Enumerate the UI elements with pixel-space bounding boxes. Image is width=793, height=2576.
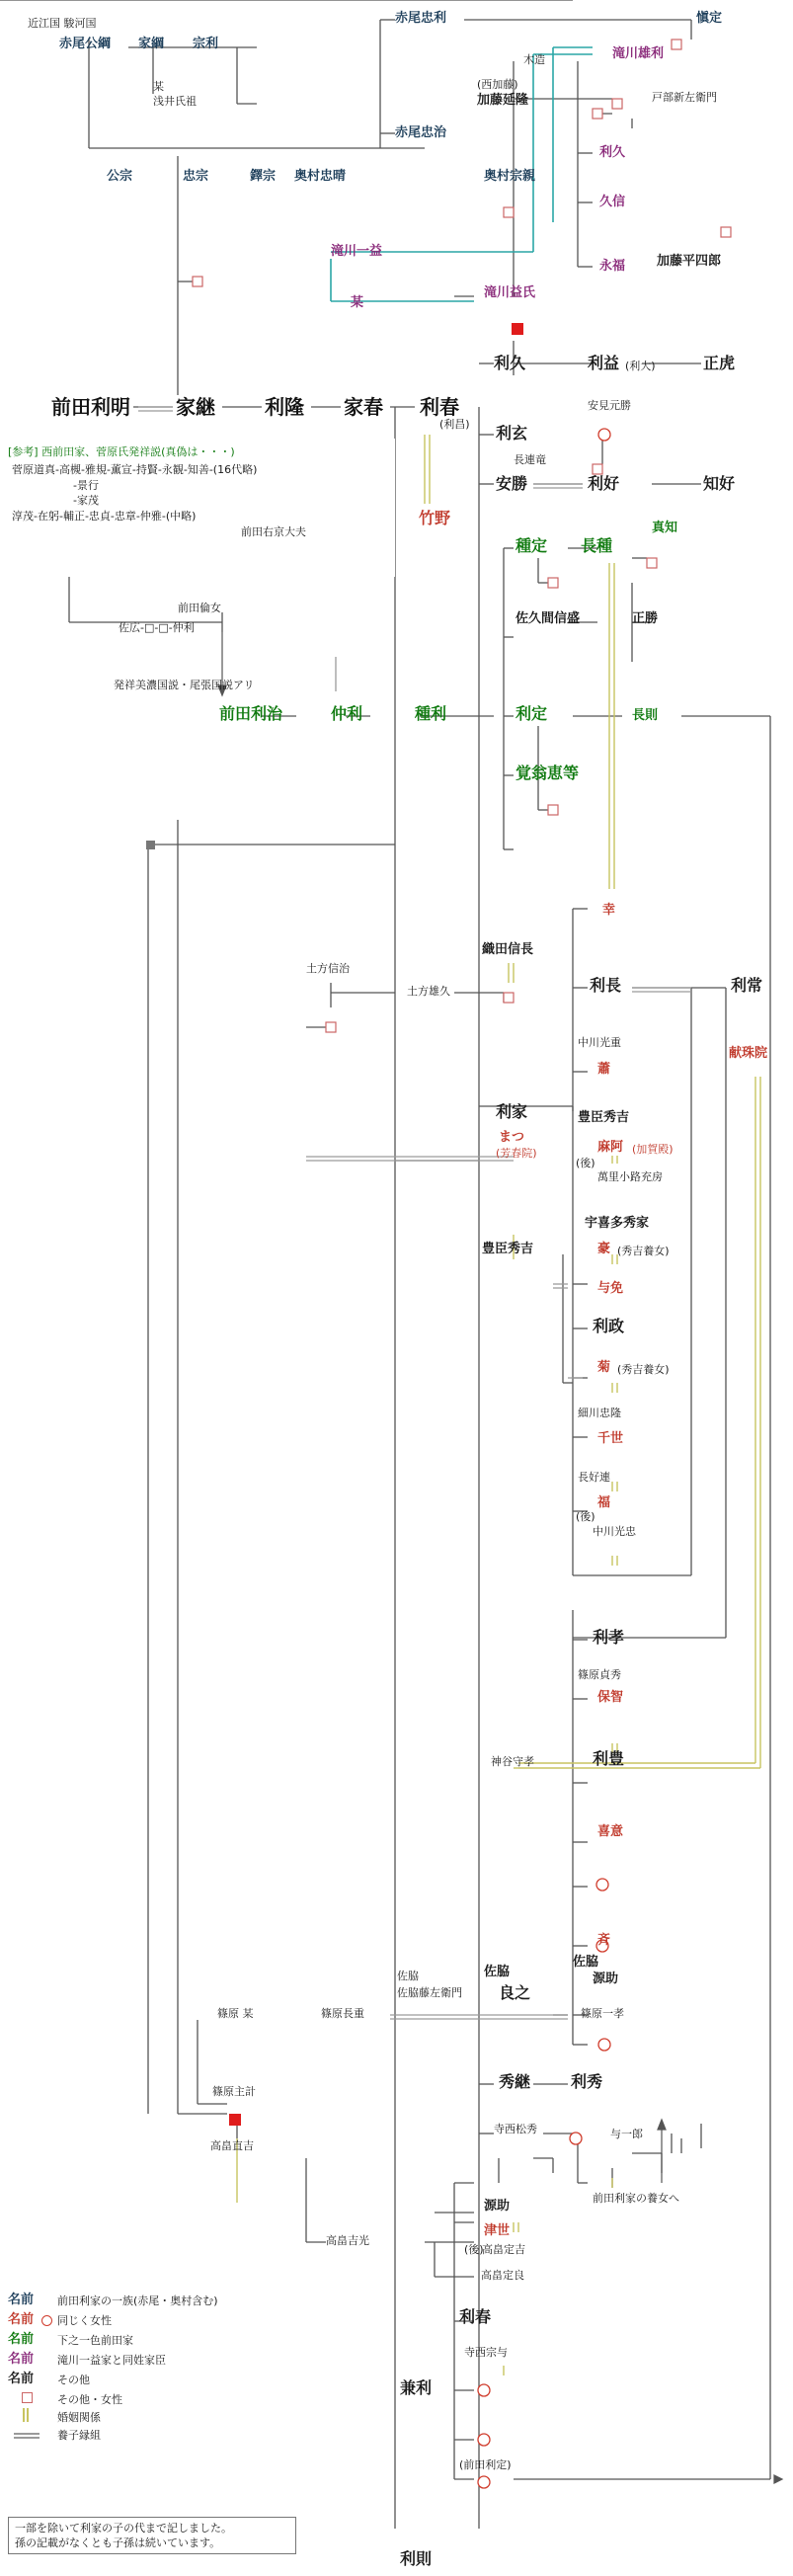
matsu-note: (芳春院)	[496, 1147, 537, 1160]
toshihide: 利秀	[571, 2072, 603, 2091]
gensuke: 源助	[593, 1972, 619, 1986]
toshigen: 利玄	[496, 424, 528, 443]
tsuyo: 津世	[484, 2223, 511, 2238]
legend-desc-2: 同じく女性	[57, 2314, 112, 2327]
toshitoyo: 利豊	[593, 1749, 625, 1768]
takeno: 竹野	[419, 509, 451, 527]
takabatake-yoshimitsu: 高畠吉光	[326, 2234, 369, 2247]
footnote-line-2: 孫の記載がなくとも子孫は続いています。	[15, 2536, 221, 2549]
asai-so: 浅井氏祖	[153, 95, 197, 108]
ato-2: (後)	[576, 1510, 595, 1523]
toshiharu2: 利春	[459, 2307, 492, 2326]
tanetoshi: 種利	[415, 704, 447, 723]
toshiie: 利家	[496, 1102, 528, 1121]
toshimasu-note: (利大)	[625, 360, 656, 372]
reference-line-2: -景行	[73, 479, 99, 492]
takabatake-naoyoshi: 高畠直吉	[210, 2139, 254, 2152]
bou2: 某	[351, 295, 364, 310]
sahiro-line: 佐広-□-□-仲利	[119, 621, 195, 634]
chou-yoshitsura: 長好連	[578, 1471, 610, 1484]
yoshiyuki: 良之	[499, 1983, 531, 2002]
nishikato: (西加藤)	[477, 78, 518, 91]
sho: 蕭	[597, 1062, 611, 1077]
legend-desc-7: 婚姻関係	[57, 2411, 101, 2424]
reference-line-3: -家茂	[73, 494, 99, 507]
ietsugu: 家継	[176, 395, 215, 419]
munetoshi: 宗利	[193, 37, 219, 51]
kou: 幸	[602, 903, 616, 918]
reference-box	[8, 439, 395, 577]
ato-3: (後)	[464, 2243, 484, 2256]
kamiya-moritaka: 神谷守孝	[491, 1755, 534, 1768]
spouse-box-icon	[22, 2392, 33, 2403]
shinohara-nagashige: 篠原長重	[321, 2007, 364, 2020]
sai: 斉	[597, 1933, 611, 1948]
footnote-line-1: 一部を除いて利家の子の代まで記しました。	[15, 2522, 232, 2535]
hosokawa-tadataka: 細川忠隆	[578, 1407, 621, 1419]
masatora: 正虎	[703, 354, 736, 372]
toshiharu: 利春	[420, 395, 459, 419]
reference-line-5: 前田右京大夫	[241, 525, 306, 538]
madenokoji-atsufusa: 萬里小路充房	[597, 1170, 663, 1183]
gensuke2: 源助	[484, 2199, 511, 2214]
legend-name-1: 名前	[8, 2293, 35, 2307]
nagatane: 長種	[581, 536, 613, 555]
kenjuin: 献珠院	[729, 1046, 768, 1061]
akao-tadatoshi: 赤尾忠利	[395, 11, 447, 26]
chiyo: 千世	[597, 1431, 624, 1446]
toshimasa: 利政	[593, 1317, 625, 1335]
reference-line-4: 淳茂-在躬-輔正-忠貞-忠章-仲雅-(中略)	[12, 510, 197, 523]
nagarenzoku: 長連竜	[514, 453, 546, 466]
takabatake-sadayoshi: 高畠定吉	[482, 2243, 525, 2256]
nagatoshi: 長則	[632, 708, 659, 723]
tobe-shinzaemon: 戸部新左衛門	[652, 91, 717, 104]
legend-desc-5: その他	[57, 2374, 90, 2386]
toshitsune: 利常	[731, 976, 763, 995]
maeda-toshisada-note: (前田利定)	[459, 2458, 512, 2471]
shinohara-sadahide: 篠原貞秀	[578, 1668, 621, 1681]
matsu: まつ	[499, 1130, 525, 1145]
hidetsugu: 秀継	[499, 2072, 531, 2091]
oda-nobunaga: 織田信長	[482, 942, 534, 957]
kiku: 菊	[597, 1360, 611, 1375]
legend-name-2: 名前	[8, 2312, 35, 2327]
toyotomi-hideyoshi-a: 豊臣秀吉	[578, 1110, 630, 1125]
toshiharu-note: (利昌)	[439, 418, 470, 431]
maeda-toshiaki: 前田利明	[51, 395, 130, 419]
fuku: 福	[597, 1495, 611, 1510]
maeda-toshiharu: 前田利治	[219, 704, 283, 723]
hijikata-nobuharu: 土方信治	[306, 962, 350, 975]
legend-desc-3: 下之一色前田家	[57, 2334, 133, 2347]
shinohara-shukei: 篠原主計	[212, 2085, 256, 2098]
takigawa-yuuri: 滝川雄利	[612, 46, 665, 61]
region-label: 近江国 駿河国	[28, 17, 97, 30]
maa: 麻阿	[597, 1140, 624, 1155]
toshinaga: 利長	[590, 976, 622, 995]
bou: 某	[153, 80, 164, 93]
okumura-munechika: 奥村宗親	[484, 169, 536, 184]
toshitaka: 利隆	[265, 395, 304, 419]
female-circle-icon	[41, 2315, 52, 2326]
gou-note: (秀吉養女)	[617, 1245, 670, 1257]
hassho-note: 発祥美濃国説・尾張国説アリ	[114, 679, 255, 691]
sawaki-tozaemon-1: 佐脇	[397, 1970, 419, 1982]
reference-title: [参考] 西前田家、菅原氏発祥説(真偽は・・・)	[8, 445, 235, 458]
footnote-box	[8, 2517, 296, 2554]
sawaki2: 佐脇	[573, 1955, 599, 1970]
legend-desc-6: その他・女性	[57, 2393, 122, 2406]
legend-name-3: 名前	[8, 2332, 35, 2347]
legend-name-4: 名前	[8, 2352, 35, 2367]
legend-desc-1: 前田利家の一族(赤尾・奥村含む)	[57, 2294, 218, 2307]
kiku-note: (秀吉養女)	[617, 1363, 670, 1376]
takigawa-masuuji: 滝川益氏	[484, 285, 536, 300]
akao-tadaharu: 赤尾忠治	[395, 125, 447, 140]
hiromune: 鐸宗	[250, 169, 277, 184]
reference-line-1: 菅原道真-高槻-雅規-薫宣-持賢-永観-知善-(16代略)	[12, 463, 258, 476]
toshiyoshi: 利好	[588, 474, 620, 493]
legend-name-5: 名前	[8, 2372, 35, 2386]
shinohara-kazutaka: 篠原一孝	[581, 2007, 624, 2020]
kimimune: 公宗	[107, 169, 133, 184]
shinohara-bou: 篠原 某	[217, 2007, 254, 2020]
toshihisa-p: 利久	[599, 145, 626, 160]
sawaki-tozaemon: 佐脇藤左衛門	[397, 1986, 462, 1999]
hisanobu: 久信	[599, 195, 626, 209]
nakagawa-mitsushige: 中川光重	[578, 1036, 621, 1049]
kanetoshi: 兼利	[400, 2378, 433, 2397]
toshisada: 利定	[515, 704, 548, 723]
tomoyoshi: 知好	[703, 474, 736, 493]
kii: 喜意	[597, 1824, 624, 1839]
yoichirou: 与一郎	[610, 2128, 643, 2140]
yomen: 与免	[597, 1281, 624, 1296]
teranishi-matsuhide: 寺西松秀	[494, 2123, 537, 2135]
katou-heishirou: 加藤平四郎	[657, 254, 722, 269]
takigawa-kazumasu: 滝川一益	[331, 244, 383, 259]
maa-note: (加賀殿)	[632, 1143, 674, 1156]
adoption-line-icon	[14, 2433, 40, 2435]
katou-nobutaka: 加藤延隆	[477, 93, 529, 108]
kisada: 愼定	[696, 11, 723, 26]
maeda-rinjo: 前田倫女	[178, 602, 221, 614]
legend-desc-8: 養子縁組	[57, 2429, 101, 2442]
ato-1: (後)	[576, 1157, 595, 1169]
ieharu: 家春	[344, 395, 383, 419]
adoption-line-icon-b	[14, 2437, 40, 2439]
marriage-line-icon-b	[27, 2408, 29, 2422]
maeda-youjo: 前田利家の養女へ	[593, 2192, 679, 2205]
toyotomi-hideyoshi-b: 豊臣秀吉	[482, 1242, 534, 1256]
anken-mototoshi: 安見元勝	[588, 399, 631, 412]
teranishi-munetsune: 寺西宗与	[464, 2346, 508, 2359]
eifuku: 永福	[599, 259, 626, 274]
sakuma-nobumori: 佐久間信盛	[515, 611, 581, 626]
tadamune: 忠宗	[183, 169, 209, 184]
toshimasu: 利益	[588, 354, 620, 372]
hochi: 保智	[597, 1690, 624, 1705]
legend-desc-4: 滝川一益家と同姓家臣	[57, 2354, 166, 2367]
legend	[8, 2290, 334, 2467]
toshitaka2: 利孝	[593, 1628, 625, 1647]
kakujo-keito: 覚翁恵等	[515, 764, 580, 782]
mokuzou: 木造	[523, 53, 545, 66]
sawaki-label: 佐脇	[484, 1965, 511, 1979]
sanetomo: 真知	[652, 521, 678, 535]
nakagawa-mitsutada: 中川光忠	[593, 1525, 636, 1538]
toshihisa: 利久	[494, 354, 526, 372]
yasukatsu: 安勝	[496, 474, 528, 493]
akao-kimitsuna: 赤尾公綱	[59, 37, 112, 51]
okumura-tadaharu: 奥村忠晴	[294, 169, 347, 184]
iezuna: 家綱	[138, 37, 165, 51]
gou: 豪	[597, 1242, 611, 1256]
masakatsu: 正勝	[632, 611, 659, 626]
ukita-hideie: 宇喜多秀家	[585, 1216, 650, 1231]
takabatake-sadachika: 高畠定良	[481, 2269, 524, 2282]
marriage-line-icon	[23, 2408, 25, 2422]
tanesada: 種定	[515, 536, 548, 555]
toshinori: 利則	[400, 2549, 433, 2568]
hijikata-katsuhisa: 土方雄久	[407, 985, 450, 998]
nakatoshi: 仲利	[331, 704, 363, 723]
